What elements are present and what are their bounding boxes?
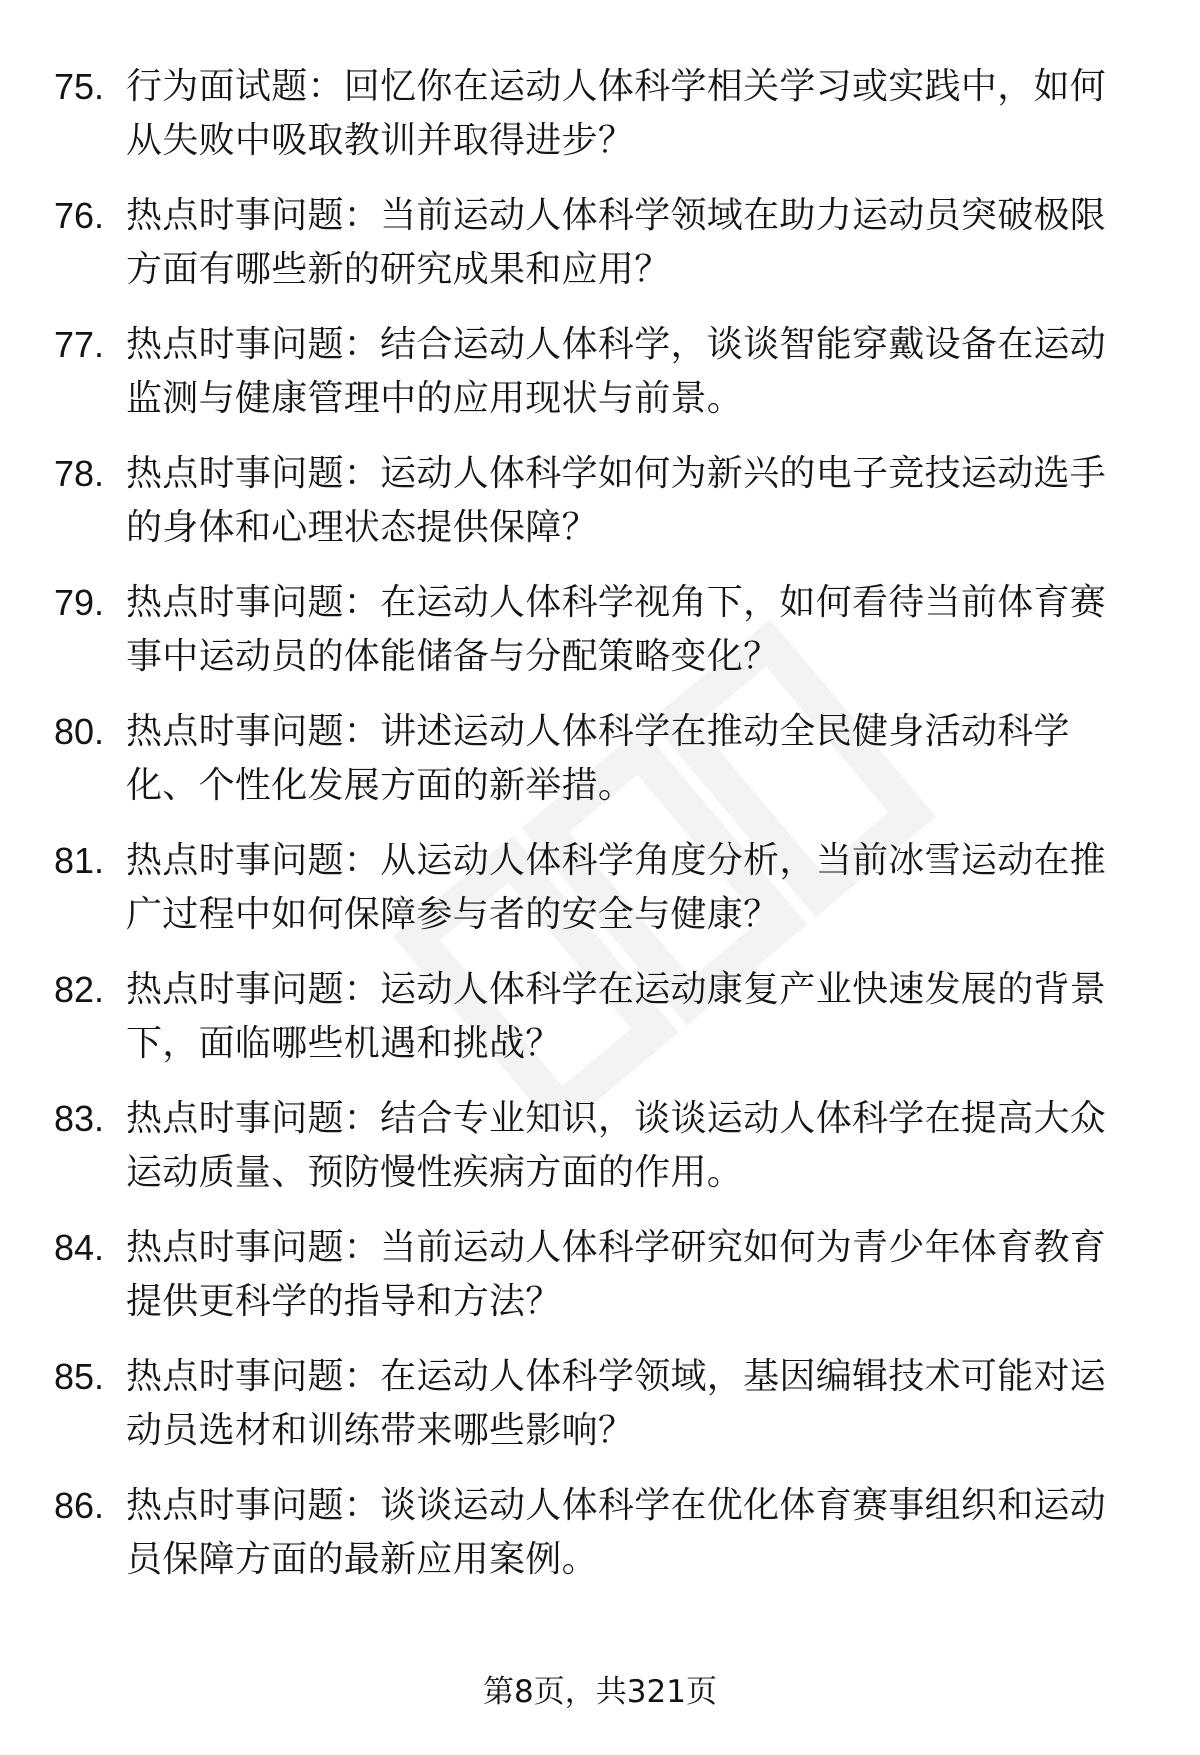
question-number: 83. [54, 1098, 105, 1139]
question-text: 热点时事问题：谈谈运动人体科学在优化体育赛事组织和运动员保障方面的最新应用案例。 [126, 1485, 1107, 1580]
question-number: 80. [54, 711, 105, 752]
page-footer: 第8页，共321页 [483, 1674, 717, 1710]
question-list [54, 60, 1138, 1587]
question-number: 84. [54, 1227, 105, 1268]
list-item [54, 1092, 1138, 1200]
question-text: 热点时事问题：运动人体科学在运动康复产业快速发展的背景下，面临哪些机遇和挑战？ [126, 969, 1107, 1064]
question-text: 热点时事问题：运动人体科学如何为新兴的电子竞技运动选手的身体和心理状态提供保障？ [126, 453, 1107, 548]
question-number: 86. [54, 1485, 105, 1526]
list-item [54, 576, 1138, 684]
question-number: 82. [54, 969, 105, 1010]
question-number: 76. [54, 195, 105, 236]
question-number: 79. [54, 582, 105, 623]
list-item [54, 834, 1138, 942]
question-text: 热点时事问题：结合运动人体科学，谈谈智能穿戴设备在运动监测与健康管理中的应用现状与前景。 [126, 324, 1107, 419]
list-item [54, 60, 1138, 168]
question-number: 77. [54, 324, 105, 365]
list-item [54, 447, 1138, 555]
list-item [54, 1221, 1138, 1329]
list-item [54, 1350, 1138, 1458]
list-item [54, 1479, 1138, 1587]
question-text: 热点时事问题：在运动人体科学视角下，如何看待当前体育赛事中运动员的体能储备与分配策略变化？ [126, 582, 1107, 677]
question-text: 热点时事问题：讲述运动人体科学在推动全民健身活动科学化、个性化发展方面的新举措。 [126, 711, 1070, 806]
question-text: 热点时事问题：结合专业知识，谈谈运动人体科学在提高大众运动质量、预防慢性疾病方面的作用。 [126, 1098, 1107, 1193]
question-text: 热点时事问题：当前运动人体科学研究如何为青少年体育教育提供更科学的指导和方法？ [126, 1227, 1107, 1322]
question-number: 75. [54, 66, 105, 107]
question-text: 热点时事问题：当前运动人体科学领域在助力运动员突破极限方面有哪些新的研究成果和应用？ [126, 195, 1107, 290]
question-number: 81. [54, 840, 105, 881]
question-text: 行为面试题：回忆你在运动人体科学相关学习或实践中，如何从失败中吸取教训并取得进步？ [126, 66, 1107, 161]
question-text: 热点时事问题：从运动人体科学角度分析，当前冰雪运动在推广过程中如何保障参与者的安全与健康？ [126, 840, 1107, 935]
list-item [54, 318, 1138, 426]
list-item [54, 189, 1138, 297]
list-item [54, 705, 1138, 813]
question-number: 85. [54, 1356, 105, 1397]
question-text: 热点时事问题：在运动人体科学领域，基因编辑技术可能对运动员选材和训练带来哪些影响？ [126, 1356, 1107, 1451]
list-item [54, 963, 1138, 1071]
question-number: 78. [54, 453, 105, 494]
